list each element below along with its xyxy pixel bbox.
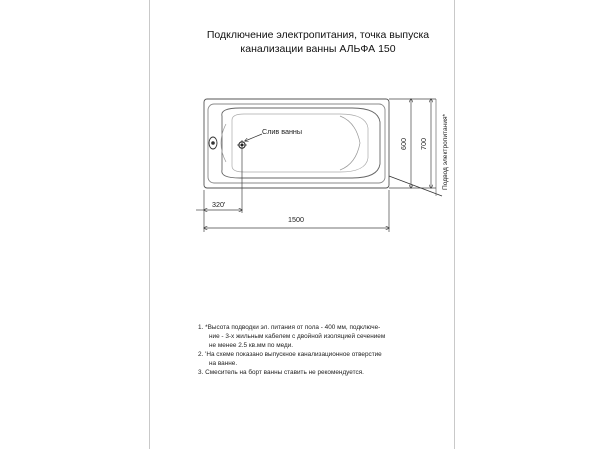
note-1-line-1: *Высота подводки эл. питания от пола - 400 мм, подключе- bbox=[205, 324, 381, 331]
dim-width-700-label: 700 bbox=[419, 138, 428, 150]
note-2-number: 2. bbox=[198, 351, 204, 358]
bathtub-outline bbox=[204, 99, 389, 188]
power-label: Подвод электропитания* bbox=[442, 113, 449, 190]
title-line-1: Подключение электропитания, точка выпуска bbox=[206, 29, 430, 41]
power-leader bbox=[389, 176, 442, 196]
dim-drain-offset-label: 320' bbox=[212, 200, 226, 209]
note-3-number: 3. bbox=[198, 369, 204, 376]
drain-icon bbox=[237, 140, 247, 150]
drain-leader bbox=[245, 134, 262, 141]
tub-bowl bbox=[222, 108, 380, 178]
note-1-line-3: не менее 2.5 кв.мм по меди. bbox=[209, 342, 294, 349]
note-2-line-2: на ванне. bbox=[209, 360, 238, 367]
title-line-2: канализации ванны АЛЬФА 150 bbox=[240, 43, 396, 55]
note-2-line-1: 'На схеме показано выпускное канализационное отверстие bbox=[205, 351, 382, 358]
overflow-center bbox=[211, 141, 215, 145]
note-3-line-1: Смеситель на борт ванны ставить не рекомендуется. bbox=[205, 369, 364, 376]
note-1-line-2: ние - 3-х жильным кабелем с двойной изоляцией сечением bbox=[209, 333, 386, 340]
note-1-number: 1. bbox=[198, 324, 204, 331]
drain-label: Слив ванны bbox=[262, 127, 303, 136]
tub-headrest bbox=[340, 116, 360, 170]
power-connection bbox=[389, 99, 442, 196]
tub-bowl-inner bbox=[232, 114, 368, 172]
dim-length-label: 1500 bbox=[288, 215, 304, 224]
dim-width-600-label: 600 bbox=[399, 138, 408, 150]
dim-length bbox=[204, 190, 389, 232]
